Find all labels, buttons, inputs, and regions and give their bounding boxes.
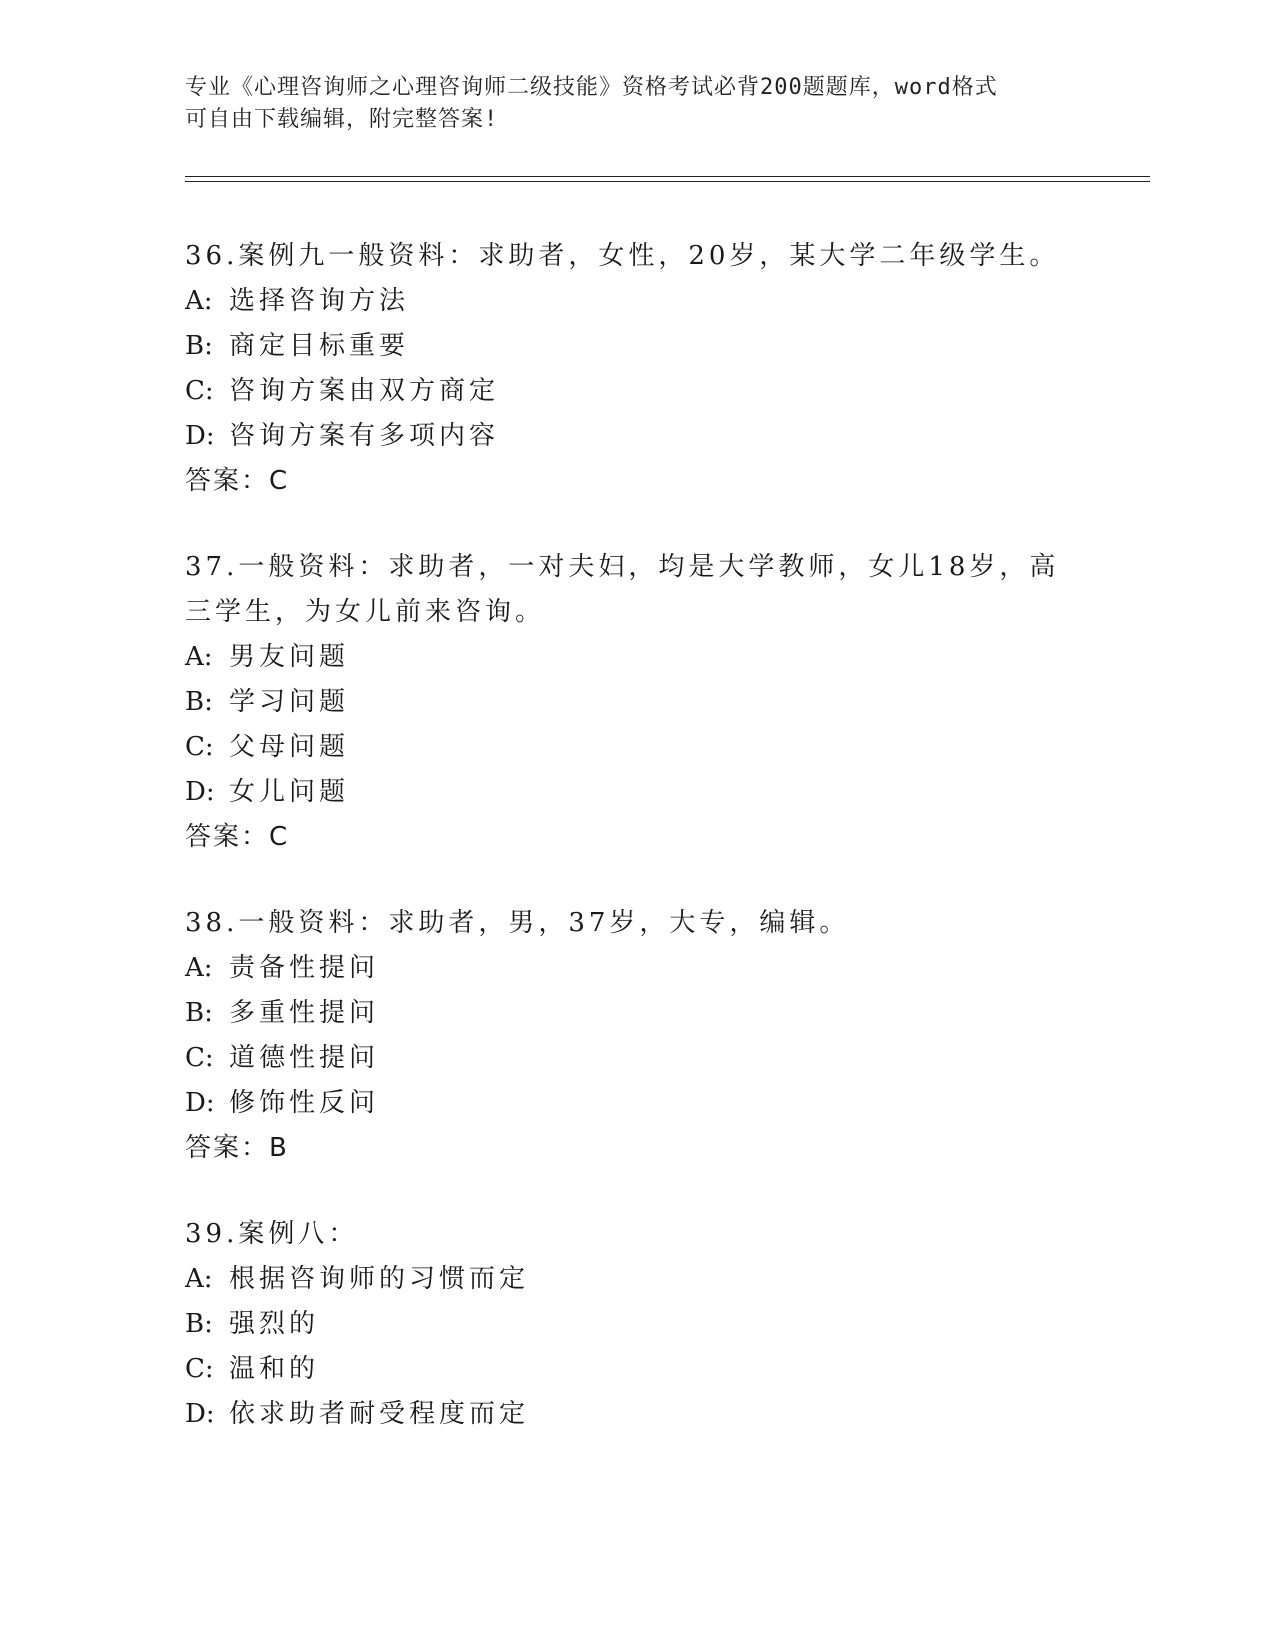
question-stem: 37.一般资料：求助者，一对夫妇，均是大学教师，女儿18岁，高三学生，为女儿前来咨询。 (185, 552, 1060, 627)
option-text: 咨询方案由双方商定 (229, 376, 500, 406)
option-c (185, 725, 1085, 770)
option-letter: C: (185, 376, 214, 406)
option-d (185, 414, 1085, 459)
option-d (185, 770, 1085, 815)
option-d (185, 1081, 1085, 1126)
option-text: 男友问题 (229, 642, 350, 672)
question-stem: 36.案例九一般资料：求助者，女性，20岁，某大学二年级学生。 (185, 241, 1060, 271)
question-stem: 39.案例八： (185, 1219, 359, 1249)
option-text: 选择咨询方法 (229, 286, 410, 316)
question-37 (185, 545, 1085, 860)
option-b (185, 1302, 1085, 1347)
document-header (185, 72, 1085, 136)
question-38 (185, 901, 1085, 1171)
option-c (185, 1036, 1085, 1081)
option-c (185, 1347, 1085, 1392)
option-a (185, 635, 1085, 680)
option-letter: D: (185, 1399, 215, 1429)
option-a (185, 946, 1085, 991)
question-stem: 38.一般资料：求助者，男，37岁，大专，编辑。 (185, 908, 850, 938)
option-d (185, 1392, 1085, 1437)
option-text: 多重性提问 (229, 998, 380, 1028)
option-b (185, 680, 1085, 725)
option-letter: A: (185, 953, 213, 983)
option-text: 道德性提问 (229, 1043, 380, 1073)
option-letter: A: (185, 642, 213, 672)
option-letter: D: (185, 1088, 215, 1118)
header-line-2: 可自由下载编辑，附完整答案! (185, 107, 499, 132)
header-divider (185, 176, 1150, 182)
answer-line: 答案：C (185, 466, 290, 496)
answer-line: 答案：B (185, 1133, 289, 1163)
option-text: 商定目标重要 (229, 331, 410, 361)
option-b (185, 991, 1085, 1036)
option-b (185, 324, 1085, 369)
header-line-1: 专业《心理咨询师之心理咨询师二级技能》资格考试必背200题题库，word格式 (185, 75, 998, 100)
option-text: 温和的 (229, 1354, 320, 1384)
option-letter: B: (185, 998, 213, 1028)
option-a (185, 1257, 1085, 1302)
answer-line: 答案：C (185, 822, 290, 852)
question-36 (185, 234, 1085, 504)
option-a (185, 279, 1085, 324)
option-letter: C: (185, 1043, 214, 1073)
option-text: 学习问题 (229, 687, 350, 717)
option-text: 女儿问题 (229, 777, 350, 807)
option-text: 强烈的 (229, 1309, 320, 1339)
option-text: 修饰性反问 (229, 1088, 380, 1118)
option-text: 父母问题 (229, 732, 350, 762)
option-letter: C: (185, 732, 214, 762)
option-text: 依求助者耐受程度而定 (229, 1399, 530, 1429)
option-letter: B: (185, 331, 213, 361)
option-text: 咨询方案有多项内容 (229, 421, 500, 451)
option-c (185, 369, 1085, 414)
option-letter: B: (185, 1309, 213, 1339)
option-letter: A: (185, 1264, 213, 1294)
option-text: 根据咨询师的习惯而定 (229, 1264, 530, 1294)
question-list (185, 234, 1085, 1478)
option-letter: B: (185, 687, 213, 717)
option-letter: C: (185, 1354, 214, 1384)
option-letter: A: (185, 286, 213, 316)
question-39 (185, 1212, 1085, 1437)
option-letter: D: (185, 777, 215, 807)
option-letter: D: (185, 421, 215, 451)
option-text: 责备性提问 (229, 953, 380, 983)
